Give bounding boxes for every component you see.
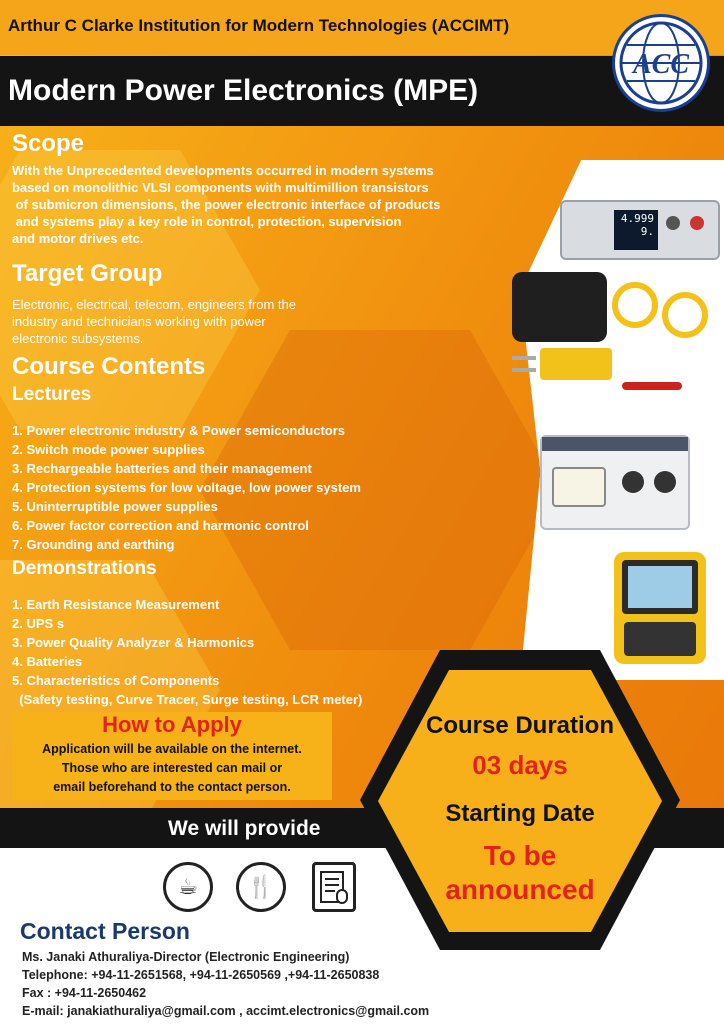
apply-line: Application will be available on the internet. <box>42 742 302 756</box>
list-item: 5. Characteristics of Components <box>12 673 220 688</box>
target-line: electronic subsystems. <box>12 331 144 346</box>
scope-line: of submicron dimensions, the power electronic interface of products <box>12 197 441 212</box>
target-heading: Target Group <box>12 260 163 287</box>
list-item: 2. Switch mode power supplies <box>12 442 205 457</box>
course-title: Modern Power Electronics (MPE) <box>8 74 479 107</box>
device-reading-1: 4.999 <box>620 212 654 225</box>
lectures-heading: Lectures <box>12 384 92 405</box>
demos-list <box>12 595 362 709</box>
list-item: 2. UPS s <box>12 616 65 631</box>
apply-line: email beforehand to the contact person. <box>53 780 291 794</box>
coffee-icon: ☕ <box>163 862 213 912</box>
list-item: 4. Protection systems for low voltage, low power system <box>12 480 361 495</box>
how-to-apply-box <box>12 712 332 800</box>
scope-text <box>12 162 440 247</box>
contact-line: Telephone: +94-11-2651568, +94-11-2650569 ,+94-11-2650838 <box>22 968 380 982</box>
demos-heading: Demonstrations <box>12 558 157 579</box>
scope-line: and motor drives etc. <box>12 231 144 246</box>
list-item: 1. Power electronic industry & Power semiconductors <box>12 423 346 438</box>
scope-line: based on monolithic VLSI components with multimillion transistors <box>12 180 429 195</box>
scope-line: With the Unprecedented developments occurred in modern systems <box>12 163 434 178</box>
contact-line: E-mail: janakiathuraliya@gmail.com , accimt.electronics@gmail.com <box>22 1004 430 1018</box>
start-heading: Starting Date <box>445 800 595 827</box>
safety-tester-image <box>560 200 720 260</box>
list-item: (Safety testing, Curve Tracer, Surge testing, LCR meter) <box>12 692 363 707</box>
list-item: 3. Power Quality Analyzer & Harmonics <box>12 635 255 650</box>
contact-line: Fax : +94-11-2650462 <box>22 986 147 1000</box>
list-item: 6. Power factor correction and harmonic control <box>12 518 309 533</box>
list-item: 1. Earth Resistance Measurement <box>12 597 220 612</box>
institute-name: Arthur C Clarke Institution for Modern Technologies (ACCIMT) <box>8 16 510 35</box>
accimt-logo <box>612 14 710 112</box>
duration-value: 03 days <box>472 750 568 780</box>
start-value-line2: announced <box>445 874 595 905</box>
provide-heading: We will provide <box>168 817 321 840</box>
list-item: 3. Rechargeable batteries and their management <box>12 461 312 476</box>
scope-heading: Scope <box>12 130 85 157</box>
list-item: 7. Grounding and earthing <box>12 537 175 552</box>
scope-line: and systems play a key role in control, protection, supervision <box>12 214 402 229</box>
notes-icon <box>312 862 356 912</box>
start-value-line1: To be <box>483 840 557 871</box>
logo-text: ACC <box>632 49 690 80</box>
list-item: 5. Uninterruptible power supplies <box>12 499 218 514</box>
duration-heading: Course Duration <box>425 712 614 739</box>
contents-heading: Course Contents <box>12 353 206 380</box>
apply-heading: How to Apply <box>102 712 242 737</box>
target-line: industry and technicians working with power <box>12 314 266 329</box>
target-text <box>12 296 296 347</box>
contact-line: Ms. Janaki Athuraliya-Director (Electronic Engineering) <box>22 950 350 964</box>
lectures-list <box>12 421 361 554</box>
apply-line: Those who are interested can mail or <box>61 761 283 775</box>
power-supply-image <box>540 435 690 530</box>
device-reading-2: 9. <box>640 225 654 238</box>
power-quality-analyzer-image <box>614 552 706 664</box>
globe-icon <box>615 17 707 109</box>
target-line: Electronic, electrical, telecom, engineers from the <box>12 297 296 312</box>
contact-heading: Contact Person <box>20 918 190 944</box>
meal-icon: 🍴 <box>236 862 286 912</box>
list-item: 4. Batteries <box>12 654 83 669</box>
earth-tester-kit-image <box>512 272 717 402</box>
